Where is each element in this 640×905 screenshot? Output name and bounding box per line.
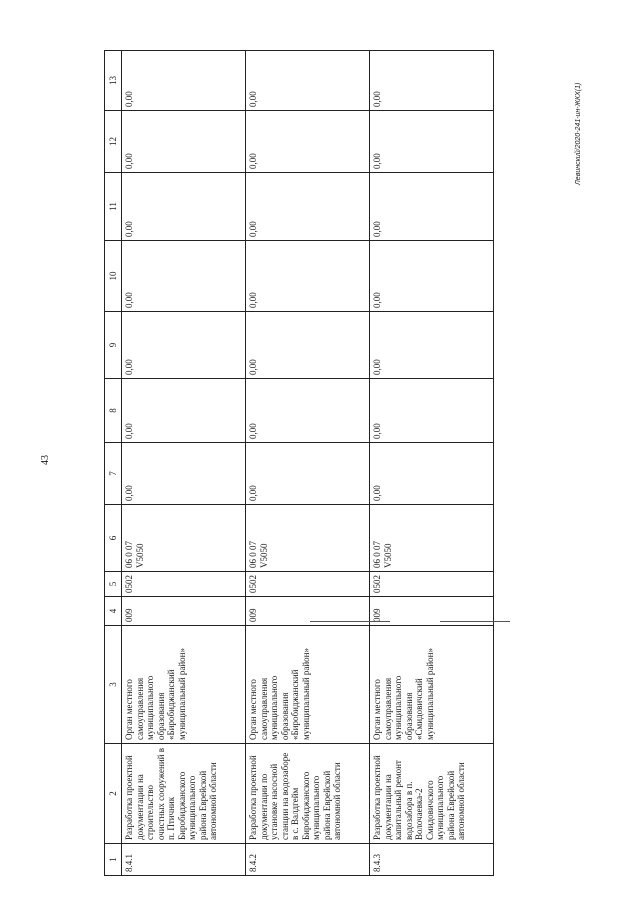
- amount-7: 0,00: [122, 443, 246, 505]
- col-header-9: 9: [105, 312, 122, 379]
- responsible-org: Орган местного самоуправления муниципального образования «Биробиджанский муниципальный район»: [122, 626, 246, 744]
- amount-13: 0,00: [370, 51, 494, 111]
- col-header-1: 1: [105, 844, 122, 876]
- amount-11: 0,00: [370, 173, 494, 241]
- col-header-6: 6: [105, 505, 122, 572]
- amount-8: 0,00: [122, 379, 246, 443]
- col-header-13: 13: [105, 51, 122, 111]
- page-number: 43: [40, 455, 51, 465]
- amount-12: 0,00: [122, 111, 246, 173]
- amount-11: 0,00: [246, 173, 370, 241]
- target-code: 06 0 07 V5050: [122, 505, 246, 572]
- amount-7: 0,00: [246, 443, 370, 505]
- col-header-12: 12: [105, 111, 122, 173]
- amount-12: 0,00: [370, 111, 494, 173]
- table-row: [246, 51, 370, 876]
- amount-10: 0,00: [246, 241, 370, 312]
- amount-13: 0,00: [122, 51, 246, 111]
- amount-9: 0,00: [370, 312, 494, 379]
- amount-11: 0,00: [122, 173, 246, 241]
- target-code: 06 0 07 V5050: [246, 505, 370, 572]
- amount-8: 0,00: [246, 379, 370, 443]
- section-code: 0502: [246, 572, 370, 597]
- col-header-4: 4: [105, 597, 122, 626]
- col-header-5: 5: [105, 572, 122, 597]
- row-number: 8.4.1: [122, 844, 246, 876]
- amount-7: 0,00: [370, 443, 494, 505]
- row-number: 8.4.2: [246, 844, 370, 876]
- target-code: 06 0 07 V5050: [370, 505, 494, 572]
- col-header-8: 8: [105, 379, 122, 443]
- table-row: [122, 51, 246, 876]
- scan-divider-right: [440, 621, 510, 622]
- amount-8: 0,00: [370, 379, 494, 443]
- responsible-org: Орган местного самоуправления муниципального образования «Биробиджанский муниципальный район»: [246, 626, 370, 744]
- amount-12: 0,00: [246, 111, 370, 173]
- amount-13: 0,00: [246, 51, 370, 111]
- section-code: 0502: [370, 572, 494, 597]
- col-header-10: 10: [105, 241, 122, 312]
- responsible-org: Орган местного самоуправления муниципального образования «Смидовичский муниципальный район»: [370, 626, 494, 744]
- scan-divider-left: [310, 621, 390, 622]
- col-header-2: 2: [105, 744, 122, 844]
- admin-code: 009: [246, 597, 370, 626]
- activity-name: Разработка проектной документации на капитальный ремонт водозабора в п. Волочаевка-2 Смидовичского муниципального района Еврейской автономной области: [370, 744, 494, 844]
- footer-code: Левинский/2020-241-ин-ЖКХ(1): [575, 82, 582, 185]
- budget-table: [104, 50, 494, 876]
- table-row: [370, 51, 494, 876]
- col-header-3: 3: [105, 626, 122, 744]
- section-code: 0502: [122, 572, 246, 597]
- col-header-7: 7: [105, 443, 122, 505]
- admin-code: 009: [122, 597, 246, 626]
- header-row: [105, 51, 122, 876]
- activity-name: Разработка проектной документации по установке насосной станции на водозаборе в с. Валдгейм Биробиджанского муниципального района Еврейской автономной области: [246, 744, 370, 844]
- amount-10: 0,00: [122, 241, 246, 312]
- row-number: 8.4.3: [370, 844, 494, 876]
- activity-name: Разработка проектной документации на строительство очистных сооружений в п. Птичник Биробиджанского муниципального района Еврейской автономной области: [122, 744, 246, 844]
- col-header-11: 11: [105, 173, 122, 241]
- admin-code: 009: [370, 597, 494, 626]
- amount-9: 0,00: [122, 312, 246, 379]
- amount-10: 0,00: [370, 241, 494, 312]
- amount-9: 0,00: [246, 312, 370, 379]
